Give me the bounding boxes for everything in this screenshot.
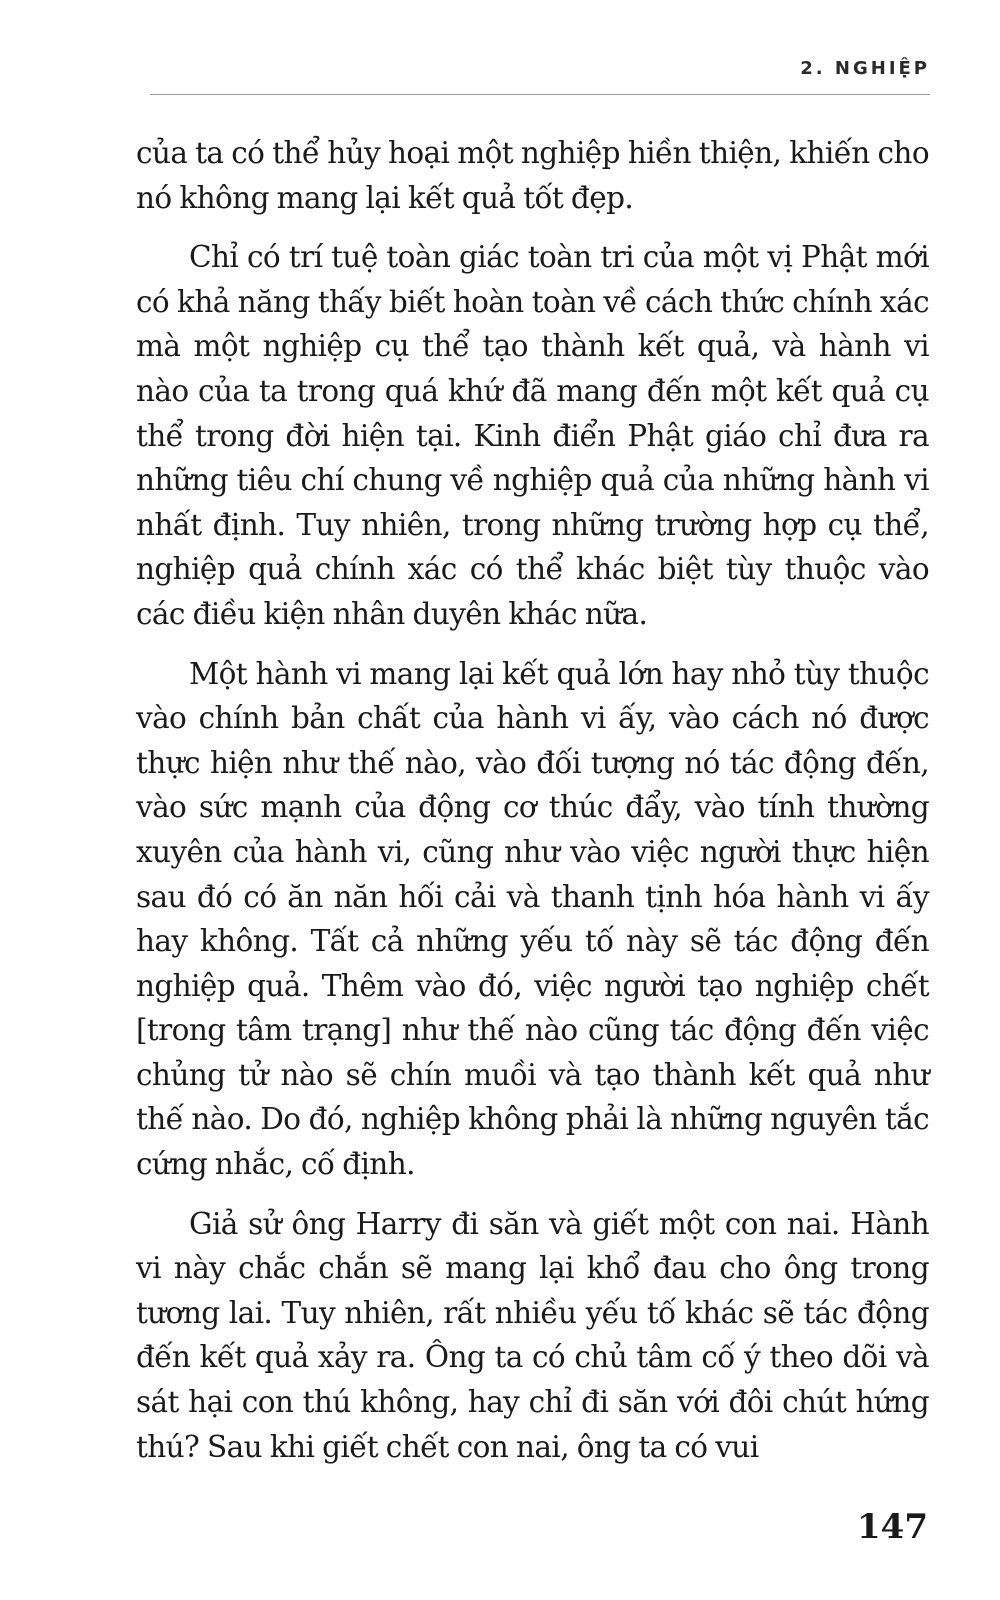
paragraph-continuation: của ta có thể hủy hoại một nghiệp hiền thiện, khiến cho nó không mang lại kết quả tốt đẹp. xyxy=(136,136,929,215)
paragraph-buddha-wisdom: Chỉ có trí tuệ toàn giác toàn tri của một vị Phật mới có khả năng thấy biết hoàn toàn về cách thức chính xác mà một nghiệp cụ thể tạo thành kết quả, và hành vi nào của ta trong quá khứ đã mang đến một kết quả cụ thể trong đời hiện tại. Kinh điển Phật giáo chỉ đưa ra những tiêu chí chung về nghiệp quả của những hành vi nhất định. Tuy nhiên, trong những trường hợp cụ thể, nghiệp quả chính xác có thể khác biệt tùy thuộc vào các điều kiện nhân duyên khác nữa. xyxy=(136,240,929,631)
paragraph-action-factors: Một hành vi mang lại kết quả lớn hay nhỏ tùy thuộc vào chính bản chất của hành vi ấy, vào cách nó được thực hiện như thế nào, vào đối tượng nó tác động đến, vào sức mạnh của động cơ thúc đẩy, vào tính thường xuyên của hành vi, cũng như vào việc người thực hiện sau đó có ăn năn hối cải và thanh tịnh hóa hành vi ấy hay không. Tất cả những yếu tố này sẽ tác động đến nghiệp quả. Thêm vào đó, việc người tạo nghiệp chết [trong tâm trạng] như thế nào cũng tác động đến việc chủng tử nào sẽ chín muồi và tạo thành kết quả như thế nào. Do đó, nghiệp không phải là những nguyên tắc cứng nhắc, cố định. xyxy=(136,656,929,1182)
header-divider xyxy=(150,94,930,95)
running-header-section-title: 2. NGHIỆP xyxy=(800,58,930,79)
page-number: 147 xyxy=(857,1507,928,1547)
page-body xyxy=(136,131,929,1484)
paragraph-harry-example: Giả sử ông Harry đi săn và giết một con nai. Hành vi này chắc chắn sẽ mang lại khổ đau cho ông trong tương lai. Tuy nhiên, rất nhiều yếu tố khác sẽ tác động đến kết quả xảy ra. Ông ta có chủ tâm cố ý theo dõi và sát hại con thú không, hay chỉ đi săn với đôi chút hứng thú? Sau khi giết chết con nai, ông ta có vui xyxy=(136,1206,929,1464)
